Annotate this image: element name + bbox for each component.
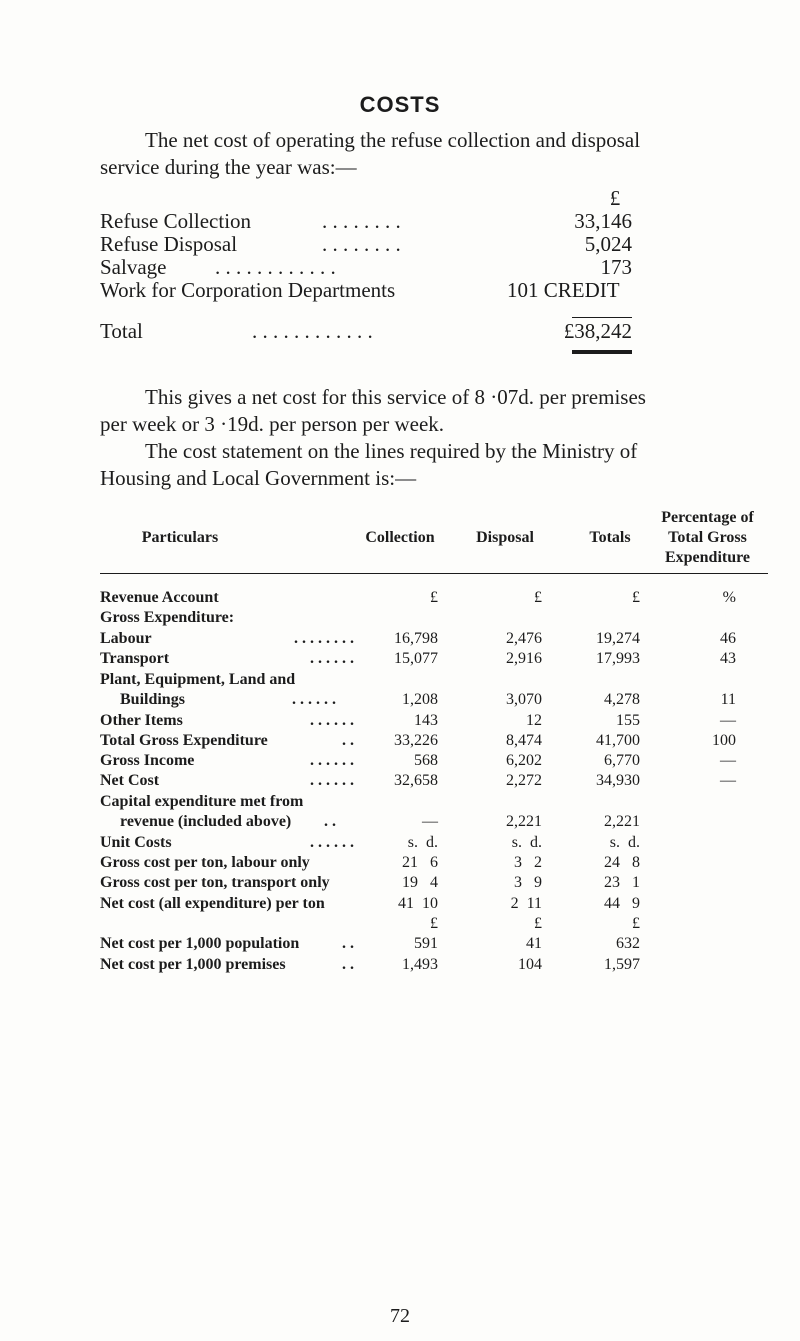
row-label: Buildings <box>120 691 185 708</box>
cell-collection: 21 6 <box>402 854 438 871</box>
row-label: Revenue Account <box>100 589 219 606</box>
cell-disposal: 6,202 <box>506 752 542 769</box>
cell-disposal: 41 <box>526 935 542 952</box>
row-label: Unit Costs <box>100 834 172 851</box>
cell-collection: 19 4 <box>402 874 438 891</box>
table-header-rule <box>100 573 768 574</box>
summary-item-leader: . . . . . . . . . . . . <box>215 255 336 279</box>
row-label: Net cost per 1,000 premises <box>100 956 286 973</box>
cell-collection: — <box>422 813 438 830</box>
cell-collection: 143 <box>414 712 438 729</box>
cell-disposal: 2,476 <box>506 630 542 647</box>
page-title: COSTS <box>359 92 441 117</box>
para2-line-2: per week or 3 ·19d. per person per week. <box>100 412 445 436</box>
intro-line-1: The net cost of operating the refuse collection and disposal <box>145 128 641 152</box>
row-leader: . . . . . . <box>310 772 354 789</box>
cell-disposal: s. d. <box>511 834 542 851</box>
summary-item-value: 173 <box>600 255 632 279</box>
summary-item-leader: . . . . . . . . <box>322 232 401 256</box>
row-leader: . . <box>342 732 354 749</box>
cell-disposal: 2 11 <box>510 895 542 912</box>
header-percentage-line-1: Percentage of <box>661 509 754 526</box>
row-leader: . . . . . . <box>310 712 354 729</box>
row-label: Gross Expenditure: <box>100 609 235 626</box>
summary-item-label: Work for Corporation Departments <box>100 278 396 302</box>
row-label: Total Gross Expenditure <box>100 732 268 749</box>
summary-total-leader: . . . . . . . . . . . . <box>252 319 373 343</box>
cell-disposal: 12 <box>526 712 542 729</box>
page-number: 72 <box>390 1305 410 1327</box>
cell-totals: 17,993 <box>596 650 640 667</box>
cell-totals: 6,770 <box>604 752 640 769</box>
row-leader: . . <box>324 813 336 830</box>
header-disposal: Disposal <box>476 529 534 546</box>
cell-percentage: 11 <box>720 691 736 708</box>
cell-percentage: % <box>722 589 736 606</box>
cell-disposal: 3,070 <box>506 691 542 708</box>
cell-collection: 1,493 <box>402 956 438 973</box>
row-label: Gross cost per ton, labour only <box>100 854 310 871</box>
row-leader: . . . . . . <box>310 650 354 667</box>
cell-disposal: 104 <box>518 956 542 973</box>
cell-percentage: 43 <box>720 650 736 667</box>
cell-collection: 41 10 <box>398 895 438 912</box>
cell-percentage: — <box>720 712 736 729</box>
cell-collection: 32,658 <box>394 772 438 789</box>
row-label: Net Cost <box>100 772 160 789</box>
cell-totals: £ <box>632 589 640 606</box>
header-collection: Collection <box>365 529 435 546</box>
cell-totals: 23 1 <box>604 874 640 891</box>
header-percentage-line-2: Total Gross <box>668 529 747 546</box>
row-leader: . . <box>342 935 354 952</box>
cell-collection: 15,077 <box>394 650 438 667</box>
row-leader: . . <box>342 956 354 973</box>
cell-disposal: 3 2 <box>514 854 542 871</box>
summary-item-leader: . . . . . . . . <box>322 209 401 233</box>
header-particulars: Particulars <box>141 529 219 546</box>
cell-disposal: 2,272 <box>506 772 542 789</box>
intro-line-2: service during the year was:— <box>100 155 357 179</box>
cell-totals: s. d. <box>609 834 640 851</box>
cell-totals: 19,274 <box>596 630 640 647</box>
cell-disposal: 8,474 <box>506 732 542 749</box>
summary-item-label: Refuse Collection <box>100 209 252 233</box>
summary-total-value: £38,242 <box>563 319 632 343</box>
para3-line-2: Housing and Local Government is:— <box>100 466 417 490</box>
cell-totals: 2,221 <box>604 813 640 830</box>
cell-collection: £ <box>430 589 438 606</box>
cell-disposal: £ <box>534 915 542 932</box>
row-label: Net cost per 1,000 population <box>100 935 300 952</box>
summary-item-value: 101 CREDIT <box>507 278 620 302</box>
cell-totals: 1,597 <box>604 956 640 973</box>
para2-line-1: This gives a net cost for this service of 8 ·07d. per premises <box>145 385 646 409</box>
row-label: Gross cost per ton, transport only <box>100 874 330 891</box>
cell-percentage: 100 <box>712 732 736 749</box>
summary-total-label: Total <box>100 319 143 343</box>
row-label: Gross Income <box>100 752 195 769</box>
cell-percentage: 46 <box>720 630 736 647</box>
cell-totals: 41,700 <box>596 732 640 749</box>
row-label: Plant, Equipment, Land and <box>100 671 296 688</box>
row-leader: . . . . . . <box>310 752 354 769</box>
cell-totals: 155 <box>616 712 640 729</box>
cell-disposal: 3 9 <box>514 874 542 891</box>
cell-totals: 44 9 <box>604 895 640 912</box>
cell-collection: s. d. <box>407 834 438 851</box>
row-label: revenue (included above) <box>120 813 292 830</box>
row-leader: . . . . . . <box>292 691 336 708</box>
cell-collection: 1,208 <box>402 691 438 708</box>
cell-collection: 16,798 <box>394 630 438 647</box>
summary-item-value: 5,024 <box>584 232 632 256</box>
header-percentage-line-3: Expenditure <box>664 549 751 566</box>
cell-totals: £ <box>632 915 640 932</box>
row-leader: . . . . . . . . <box>294 630 354 647</box>
cell-totals: 4,278 <box>604 691 640 708</box>
summary-item-value: 33,146 <box>574 209 632 233</box>
summary-currency-header: £ <box>609 186 621 210</box>
row-label: Transport <box>100 650 170 667</box>
para3-line-1: The cost statement on the lines required by the Ministry of <box>145 439 638 463</box>
cell-percentage: — <box>720 772 736 789</box>
cell-disposal: 2,916 <box>506 650 542 667</box>
cell-collection: 33,226 <box>394 732 438 749</box>
summary-total-double-rule <box>572 350 632 354</box>
summary-total-rule-top <box>572 317 632 318</box>
row-label: Capital expenditure met from <box>100 793 304 810</box>
cell-totals: 34,930 <box>596 772 640 789</box>
summary-item-label: Salvage <box>100 255 167 279</box>
cell-collection: £ <box>430 915 438 932</box>
summary-item-label: Refuse Disposal <box>100 232 238 256</box>
cell-totals: 24 8 <box>604 854 640 871</box>
row-label: Net cost (all expenditure) per ton <box>100 895 325 912</box>
row-label: Other Items <box>100 712 183 729</box>
cell-totals: 632 <box>616 935 640 952</box>
cell-disposal: 2,221 <box>506 813 542 830</box>
cell-disposal: £ <box>534 589 542 606</box>
header-totals: Totals <box>589 529 631 546</box>
cell-percentage: — <box>720 752 736 769</box>
row-label: Labour <box>100 630 152 647</box>
cell-collection: 568 <box>414 752 438 769</box>
row-leader: . . . . . . <box>310 834 354 851</box>
cell-collection: 591 <box>414 935 438 952</box>
